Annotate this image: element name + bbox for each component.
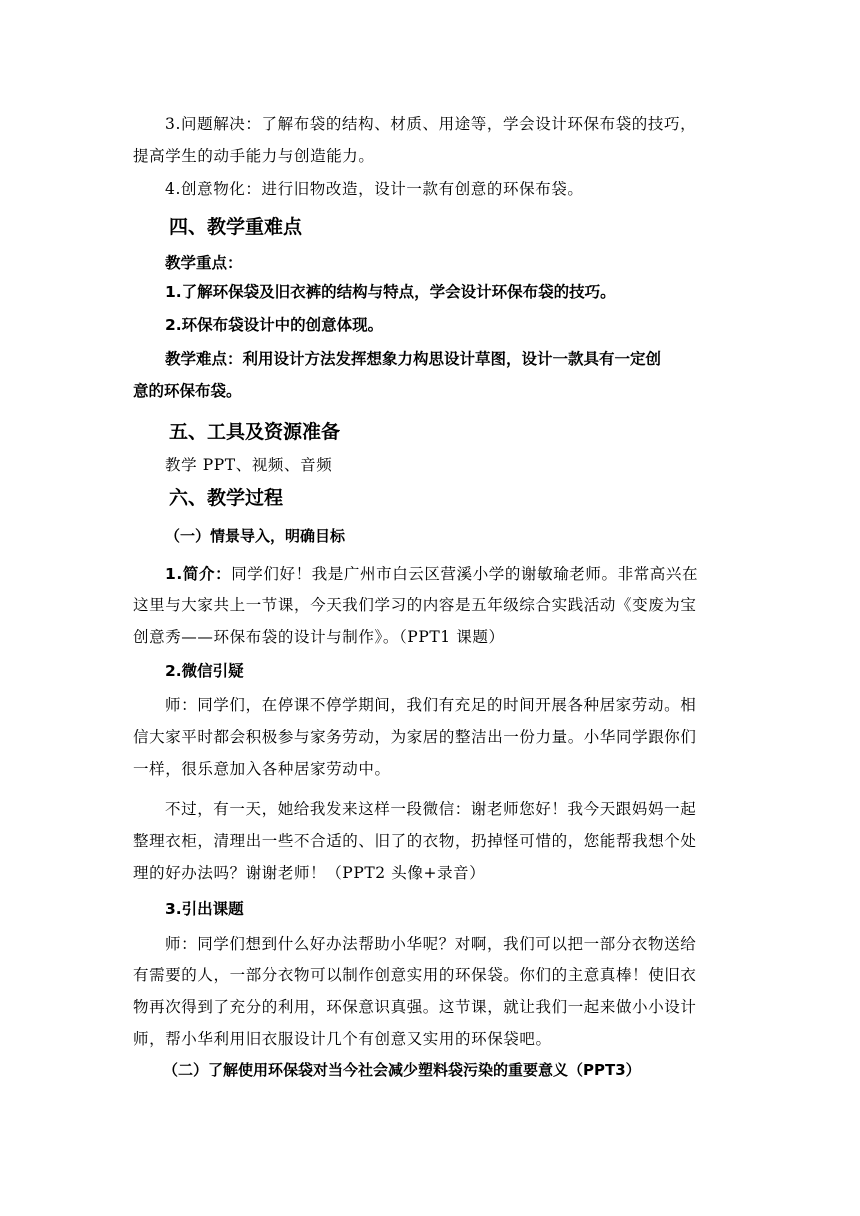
key-point-1: 1.了解环保袋及旧衣裤的结构与特点，学会设计环保布袋的技巧。	[165, 283, 616, 301]
intro-line-3: 创意秀——环保布袋的设计与制作》。（PPT1 课题）	[133, 628, 505, 646]
objective-3-line-1: 3.问题解决：了解布袋的结构、材质、用途等，学会设计环保布袋的技巧，	[165, 115, 697, 133]
section-4-heading: 四、教学重难点	[169, 216, 303, 238]
wechat-p2-line-2: 整理衣柜，清理出一些不合适的、旧了的衣物，扔掉怪可惜的，您能帮我想个处	[133, 832, 697, 850]
topic-line-4: 师，帮小华利用旧衣服设计几个有创意又实用的环保袋吧。	[133, 1030, 552, 1048]
wechat-p1-line-3: 一样，很乐意加入各种居家劳动中。	[133, 760, 391, 778]
intro-line-2: 这里与大家共上一节课，今天我们学习的内容是五年级综合实践活动《变废为宝	[133, 596, 697, 614]
part-2-title: （二）了解使用环保袋对当今社会减少塑料袋污染的重要意义（PPT3）	[163, 1061, 641, 1079]
wechat-p2-line-1: 不过，有一天，她给我发来这样一段微信：谢老师您好！我今天跟妈妈一起	[165, 800, 697, 818]
difficulty-line-2: 意的环保布袋。	[133, 382, 242, 400]
difficulty-line-1: 教学难点：利用设计方法发挥想象力构思设计草图，设计一款具有一定创	[165, 350, 662, 368]
topic-line-3: 物再次得到了充分的利用，环保意识真强。这节课，就让我们一起来做小小设计	[133, 998, 697, 1016]
topic-line-1: 师：同学们想到什么好办法帮助小华呢？对啊，我们可以把一部分衣物送给	[165, 935, 697, 953]
part-1-title: （一）情景导入，明确目标	[165, 527, 346, 545]
wechat-title: 2.微信引疑	[165, 662, 244, 680]
wechat-p1-line-1: 师：同学们，在停课不停学期间，我们有充足的时间开展各种居家劳动。相	[165, 696, 697, 714]
objective-4: 4.创意物化：进行旧物改造，设计一款有创意的环保布袋。	[165, 180, 584, 198]
intro-text: 同学们好！我是广州市白云区营溪小学的谢敏瑜老师。非常高兴在	[231, 565, 699, 583]
topic-line-2: 有需要的人，一部分衣物可以制作创意实用的环保袋。你们的主意真棒！使旧衣	[133, 966, 697, 984]
intro-line-1	[165, 563, 698, 585]
topic-title: 3.引出课题	[165, 900, 244, 918]
section-5-heading: 五、工具及资源准备	[169, 421, 341, 443]
wechat-p1-line-2: 信大家平时都会积极参与家务劳动，为家居的整洁出一份力量。小华同学跟你们	[133, 728, 697, 746]
key-point-2: 2.环保布袋设计中的创意体现。	[165, 316, 384, 334]
key-points-label: 教学重点：	[165, 254, 243, 272]
wechat-p2-line-3: 理的好办法吗？谢谢老师！（PPT2 头像+录音）	[133, 864, 486, 882]
objective-3-line-2: 提高学生的动手能力与创造能力。	[133, 147, 375, 165]
resources-text: 教学 PPT、视频、音频	[165, 456, 333, 474]
section-6-heading: 六、教学过程	[169, 487, 284, 509]
intro-label: 1.简介：	[165, 565, 232, 583]
